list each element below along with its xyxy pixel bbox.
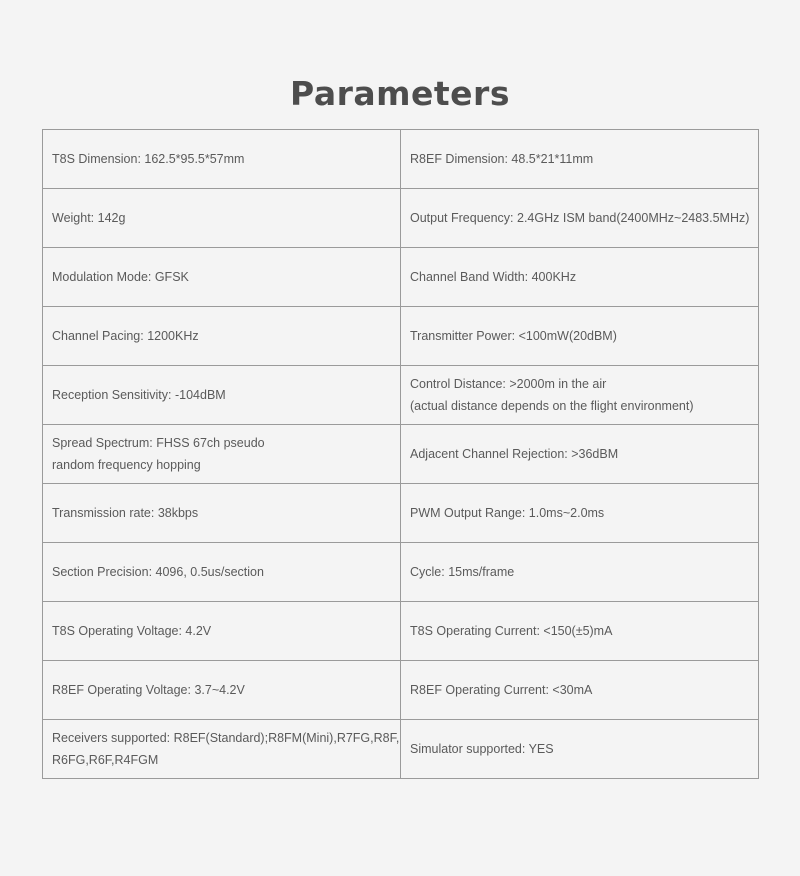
parameter-text-line: R8EF Operating Current: <30mA	[410, 683, 593, 697]
table-row	[43, 720, 759, 779]
table-row	[43, 425, 759, 484]
table-row	[43, 307, 759, 366]
table-row	[43, 189, 759, 248]
parameter-text-line: Output Frequency: 2.4GHz ISM band(2400MHz~2483.5MHz)	[410, 211, 750, 225]
parameter-cell-right	[401, 130, 759, 189]
parameter-text-line: Receivers supported: R8EF(Standard);R8FM(Mini),R7FG,R8F,	[52, 731, 400, 745]
table-row	[43, 130, 759, 189]
parameter-text-line: Transmitter Power: <100mW(20dBM)	[410, 329, 617, 343]
parameter-text-line: Modulation Mode: GFSK	[52, 270, 189, 284]
parameter-text-line: R6FG,R6F,R4FGM	[52, 753, 159, 767]
parameter-cell-left	[43, 602, 401, 661]
parameter-cell-right	[401, 543, 759, 602]
parameters-table	[42, 129, 759, 779]
table-row	[43, 484, 759, 543]
parameter-cell-right	[401, 189, 759, 248]
parameter-text-line: R8EF Operating Voltage: 3.7~4.2V	[52, 683, 245, 697]
parameter-text-line: Adjacent Channel Rejection: >36dBM	[410, 447, 619, 461]
parameter-text-line: Transmission rate: 38kbps	[52, 506, 199, 520]
parameter-cell-right	[401, 366, 759, 425]
parameter-cell-left	[43, 661, 401, 720]
parameter-text-line: PWM Output Range: 1.0ms~2.0ms	[410, 506, 605, 520]
parameter-cell-left	[43, 484, 401, 543]
parameter-text-line: Reception Sensitivity: -104dBM	[52, 388, 226, 402]
parameter-cell-left	[43, 130, 401, 189]
parameter-cell-right	[401, 602, 759, 661]
parameter-text-line: T8S Operating Voltage: 4.2V	[52, 624, 212, 638]
parameter-text-line: Spread Spectrum: FHSS 67ch pseudo	[52, 436, 265, 450]
parameter-cell-right	[401, 425, 759, 484]
parameter-text-line: T8S Operating Current: <150(±5)mA	[410, 624, 613, 638]
table-row	[43, 543, 759, 602]
table-row	[43, 602, 759, 661]
parameter-cell-right	[401, 720, 759, 779]
parameter-text-line: Cycle: 15ms/frame	[410, 565, 515, 579]
parameter-cell-left	[43, 366, 401, 425]
parameter-text-line: R8EF Dimension: 48.5*21*11mm	[410, 152, 594, 166]
parameter-text-line: Section Precision: 4096, 0.5us/section	[52, 565, 264, 579]
parameter-text-line: Simulator supported: YES	[410, 742, 554, 756]
parameter-cell-left	[43, 543, 401, 602]
parameter-cell-left	[43, 307, 401, 366]
parameter-cell-left	[43, 189, 401, 248]
parameter-cell-right	[401, 307, 759, 366]
parameter-text-line: T8S Dimension: 162.5*95.5*57mm	[52, 152, 245, 166]
parameter-cell-right	[401, 661, 759, 720]
parameter-text-line: Channel Pacing: 1200KHz	[52, 329, 199, 343]
parameter-text-line: Channel Band Width: 400KHz	[410, 270, 577, 284]
parameter-text-line: Weight: 142g	[52, 211, 126, 225]
parameter-cell-left	[43, 720, 401, 779]
table-row	[43, 366, 759, 425]
table-row	[43, 248, 759, 307]
parameters-table-body	[43, 130, 759, 779]
parameter-text-line: Control Distance: >2000m in the air	[410, 377, 607, 391]
parameter-cell-right	[401, 248, 759, 307]
parameter-cell-right	[401, 484, 759, 543]
parameter-cell-left	[43, 425, 401, 484]
table-row	[43, 661, 759, 720]
page-title: Parameters	[290, 74, 510, 113]
parameter-text-line: random frequency hopping	[52, 458, 201, 472]
parameter-text-line: (actual distance depends on the flight environment)	[410, 399, 694, 413]
parameter-cell-left	[43, 248, 401, 307]
